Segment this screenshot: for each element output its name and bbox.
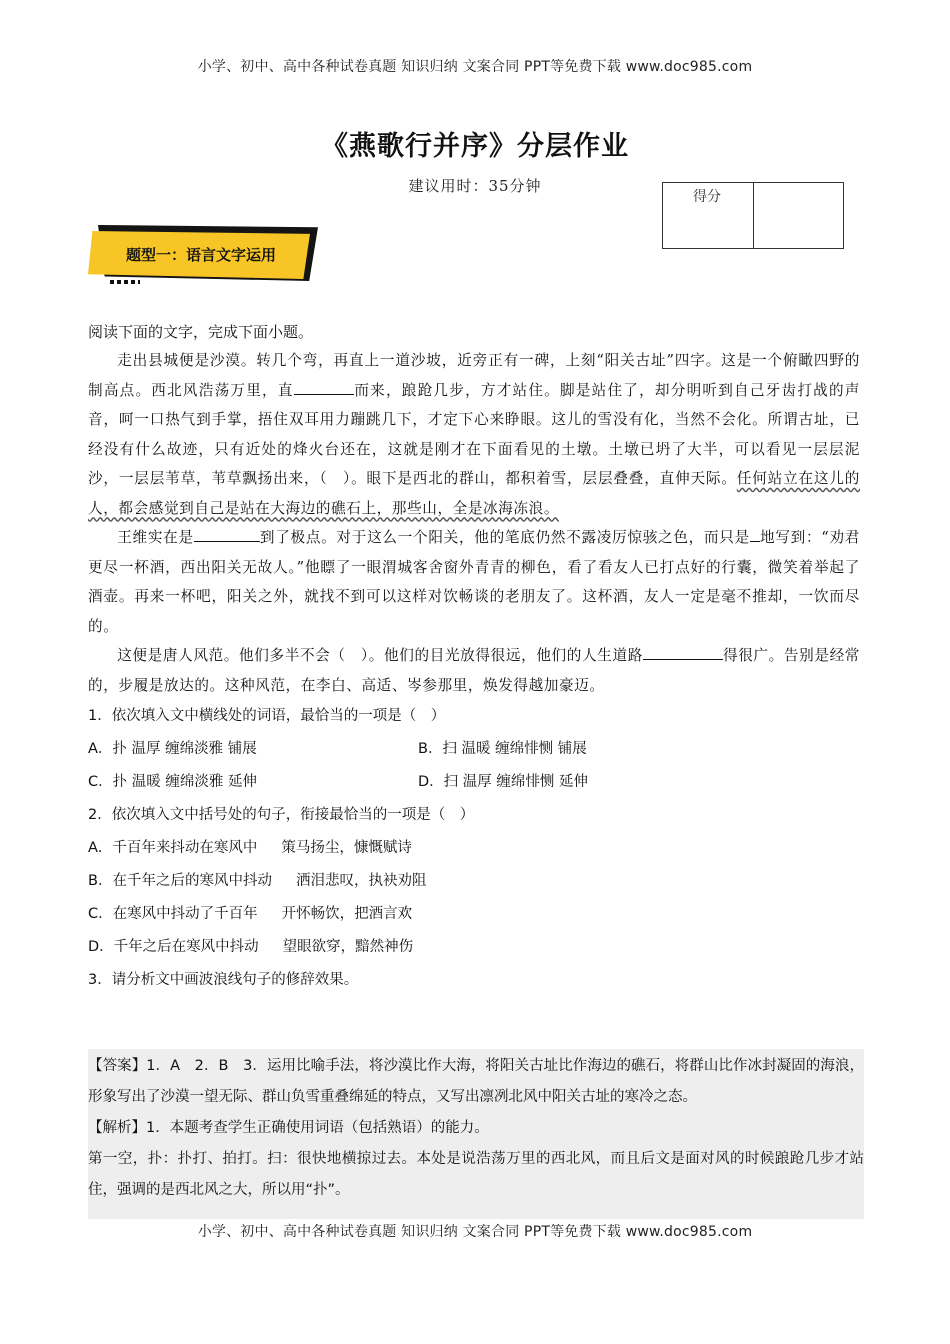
- p1-text-a: 走出县城便是沙漠。转几个弯，再直上一道沙坡，近旁正有一碑，上刻“阳关古址”四字。这是一个俯瞰四野的制高点。西北风浩荡万里，直: [88, 352, 860, 399]
- score-box: [662, 182, 844, 249]
- page-footer: 小学、初中、高中各种试卷真题 知识归纳 文案合同 PPT等免费下载 www.doc985.com: [197, 1224, 753, 1240]
- question-2: [88, 799, 860, 964]
- score-label-cell: [663, 183, 753, 248]
- option-2c: [88, 898, 860, 931]
- option-2c-part2: 开怀畅饮，把酒言欢: [281, 906, 413, 922]
- option-2d-part2: 望眼欲穿，黯然神伤: [282, 939, 414, 955]
- passage-paragraph-1: [88, 346, 860, 523]
- option-2b-part1: B．在千年之后的寒风中抖动: [88, 873, 272, 889]
- option-2b-part2: 洒泪悲叹，执袂劝阻: [295, 873, 427, 889]
- analysis-text: 第一空，扑：扑打、拍打。扫：很快地横掠过去。本处是说浩荡万里的西北风，而且后文是面对风的时候踉跄几步才站住，强调的是西北风之大，所以用“扑”。: [88, 1151, 864, 1198]
- question-2-stem: 2．依次填入文中括号处的句子，衔接最恰当的一项是（ ）: [88, 807, 475, 823]
- p2-text-b: 到了极点。对于这么一个阳关，他的笔底仍然不露凌厉惊骇之色，而只是: [259, 529, 750, 546]
- option-2a: [88, 832, 860, 865]
- section-label: 题型一：语言文字运用: [126, 246, 277, 264]
- question-1: [88, 700, 860, 799]
- p1-text-b: 而来，踉跄几步，方才站住。脚是站住了，却分明听到自己牙齿打战的声音，呵一口热气到手掌，捂住双耳用力蹦跳几下，才定下心来睁眼。这儿的雪没有化，当然不会化。所谓古址，已经没有什么故迹，只有近处的烽火台还在，这就是刚才在下面看见的土墩。土墩已坍了大半，可以看见一层层泥沙，一层层苇草，苇草飘扬出来，（ ）。眼下是西北的群山，都积着雪，层层叠叠，直伸天际。: [88, 381, 860, 487]
- passage-paragraph-3: [88, 641, 860, 700]
- option-2d-part1: D．千年之后在寒风中抖动: [88, 939, 259, 955]
- option-1a: A．扑 温厚 缠绵淡雅 铺展: [88, 741, 257, 757]
- passage-paragraph-2: [88, 523, 860, 641]
- blank-2: [194, 527, 260, 542]
- question-1-stem: 1．依次填入文中横线处的词语，最恰当的一项是（ ）: [88, 708, 446, 724]
- option-2a-part2: 策马扬尘，慷慨赋诗: [281, 840, 412, 856]
- option-2d: [88, 931, 860, 964]
- option-2b: [88, 865, 860, 898]
- document-title: 《燕歌行并序》分层作业: [321, 131, 629, 162]
- score-label: 得分: [693, 189, 721, 205]
- p3-text-b: 得很广。告别是经常的，步履是放达的。这种风范，在李白、高适、岑参那里，焕发得越加豪迈。: [88, 647, 861, 694]
- p2-text-c: 地写到：“劝君更尽一杯酒，西出阳关无故人。”他瞟了一眼渭城客舍窗外青青的柳色，看了看友人已打点好的行囊，微笑着举起了酒壶。再来一杯吧，阳关之外，就找不到可以这样对饮畅谈的老朋友了。这杯酒，友人一定是毫不推却，一饮而尽的。: [88, 529, 860, 635]
- analysis-heading: 【解析】1．本题考查学生正确使用词语（包括熟语）的能力。: [88, 1120, 489, 1136]
- page-header: 小学、初中、高中各种试卷真题 知识归纳 文案合同 PPT等免费下载 www.doc985.com: [197, 59, 753, 75]
- passage-intro: 阅读下面的文字，完成下面小题。: [88, 323, 314, 341]
- option-1b: B．扫 温暖 缠绵悱恻 铺展: [418, 741, 587, 757]
- badge-dots: [110, 280, 140, 284]
- answer-text: 【答案】1．A 2．B 3．运用比喻手法，将沙漠比作大海，将阳关古址比作海边的礁石，将群山比作冰封凝固的海浪，形象写出了沙漠一望无际、群山负雪重叠绵延的特点，又写出凛冽北风中阳关古址的寒冷之态。: [88, 1058, 864, 1105]
- p3-text-a: 这便是唐人风范。他们多半不会（ ）。他们的目光放得很远，他们的人生道路: [117, 647, 643, 664]
- answer-block: [88, 1049, 864, 1219]
- option-2a-part1: A．千百年来抖动在寒风中: [88, 840, 258, 856]
- option-1c: C．扑 温暖 缠绵淡雅 延伸: [88, 774, 257, 790]
- section-badge: [88, 225, 328, 285]
- option-1d: D．扫 温厚 缠绵悱恻 延伸: [418, 774, 588, 790]
- score-value-cell: [753, 183, 844, 248]
- question-1-options: [88, 733, 860, 799]
- p2-text-a: 王维实在是: [117, 529, 194, 546]
- wavy-sentence: 任何站立在这儿的人，都会感觉到自己是站在大海边的礁石上，那些山，全是冰海冻浪。: [88, 470, 860, 517]
- reading-passage: [88, 346, 860, 700]
- option-2c-part1: C．在寒风中抖动了千百年: [88, 906, 258, 922]
- question-3: 3．请分析文中画波浪线句子的修辞效果。: [88, 972, 359, 988]
- suggested-time: 建议用时：35分钟: [408, 177, 542, 195]
- blank-4: [643, 645, 723, 660]
- blank-1: [294, 380, 354, 395]
- blank-3: [750, 527, 760, 542]
- main-content: [88, 318, 860, 997]
